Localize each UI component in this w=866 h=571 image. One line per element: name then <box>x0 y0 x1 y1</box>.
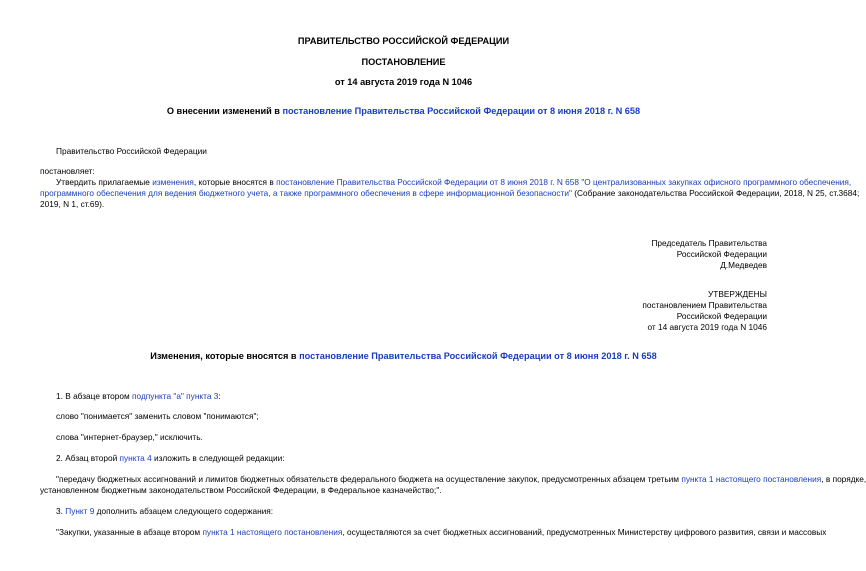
paragraph-1-line-1 <box>56 177 851 187</box>
item-text: , в порядке, <box>821 474 866 484</box>
item-text: 2. Абзац второй <box>56 453 120 463</box>
resolution-658-link[interactable]: постановление Правительства Российской Федерации от 8 июня 2018 г. N 658 "О централизованных закупках офисного программного обеспечения, <box>276 177 852 187</box>
paragraph-1-line-2 <box>40 188 859 198</box>
item-3-quote-line-1 <box>56 527 826 537</box>
item-2-quote-line-2: установленном бюджетным законодательством Российской Федерации, в Федеральное казначейство;". <box>40 485 442 495</box>
approved-date: от 14 августа 2019 года N 1046 <box>647 322 767 332</box>
item-text: "передачу бюджетных ассигнований и лимитов бюджетных обязательств федерального бюджета на осуществление закупок, предусмотренных абзацем третьим <box>56 474 682 484</box>
approved-country: Российской Федерации <box>676 311 767 321</box>
point-4-link[interactable]: пункта 4 <box>119 453 152 463</box>
intro-resolves: постановляет: <box>40 166 95 176</box>
item-2-quote-line-1 <box>56 474 866 484</box>
point-9-link[interactable]: Пункт 9 <box>65 506 95 516</box>
intro-government: Правительство Российской Федерации <box>56 146 207 156</box>
title-resolution-link[interactable]: постановление Правительства Российской Федерации от 8 июня 2018 г. N 658 <box>282 106 641 116</box>
item-text: изложить в следующей редакции: <box>151 453 285 463</box>
changes-title-prefix: Изменения, которые вносятся в <box>150 351 300 361</box>
item-text: 3. <box>56 506 66 516</box>
changes-title-link[interactable]: постановление Правительства Российской Федерации от 8 июня 2018 г. N 658 <box>299 351 657 361</box>
item-text: , осуществляются за счет бюджетных ассигнований, предусмотренных Министерству цифрового развития, связи и массовых <box>342 527 827 537</box>
document-type: ПОСТАНОВЛЕНИЕ <box>361 57 446 67</box>
changes-title <box>0 351 807 361</box>
item-1-line-2: слово "понимается" заменить словом "понимаются"; <box>56 411 259 421</box>
document-title <box>0 106 807 116</box>
document-title-prefix: О внесении изменений в <box>166 106 283 116</box>
item-text: "Закупки, указанные в абзаце втором <box>56 527 203 537</box>
approved-by: постановлением Правительства <box>642 300 767 310</box>
paragraph-text: , которые вносятся в <box>193 177 277 187</box>
signature-name: Д.Медведев <box>720 260 767 270</box>
item-text: дополнить абзацем следующего содержания: <box>94 506 274 516</box>
paragraph-text: Утвердить прилагаемые <box>56 177 153 187</box>
item-2 <box>56 453 285 463</box>
changes-link[interactable]: изменения <box>152 177 194 187</box>
signature-country: Российской Федерации <box>676 249 767 259</box>
approved-label: УТВЕРЖДЕНЫ <box>708 289 767 299</box>
resolution-658-link-cont[interactable]: программного обеспечения для ведения бюджетного учета, а также программного обеспечения в сфере информационной безопасности" <box>40 188 572 198</box>
paragraph-1-line-3: 2019, N 1, ст.69). <box>40 199 105 209</box>
signature-title: Председатель Правительства <box>651 238 767 248</box>
paragraph-text: (Собрание законодательства Российской Федерации, 2018, N 25, ст.3684; <box>571 188 860 198</box>
item-3 <box>56 506 273 516</box>
item-1-line-3: слова "интернет-браузер," исключить. <box>56 432 203 442</box>
government-heading: ПРАВИТЕЛЬСТВО РОССИЙСКОЙ ФЕДЕРАЦИИ <box>297 36 510 46</box>
document-date-number: от 14 августа 2019 года N 1046 <box>334 77 473 87</box>
point-1-link[interactable]: пункта 1 настоящего постановления <box>681 474 822 484</box>
item-text: 1. В абзаце втором <box>56 391 133 401</box>
item-1 <box>56 391 221 401</box>
subparagraph-a-link[interactable]: подпункта "а" пункта 3 <box>132 391 219 401</box>
item-text: : <box>218 391 221 401</box>
point-1-link-2[interactable]: пункта 1 настоящего постановления <box>202 527 343 537</box>
